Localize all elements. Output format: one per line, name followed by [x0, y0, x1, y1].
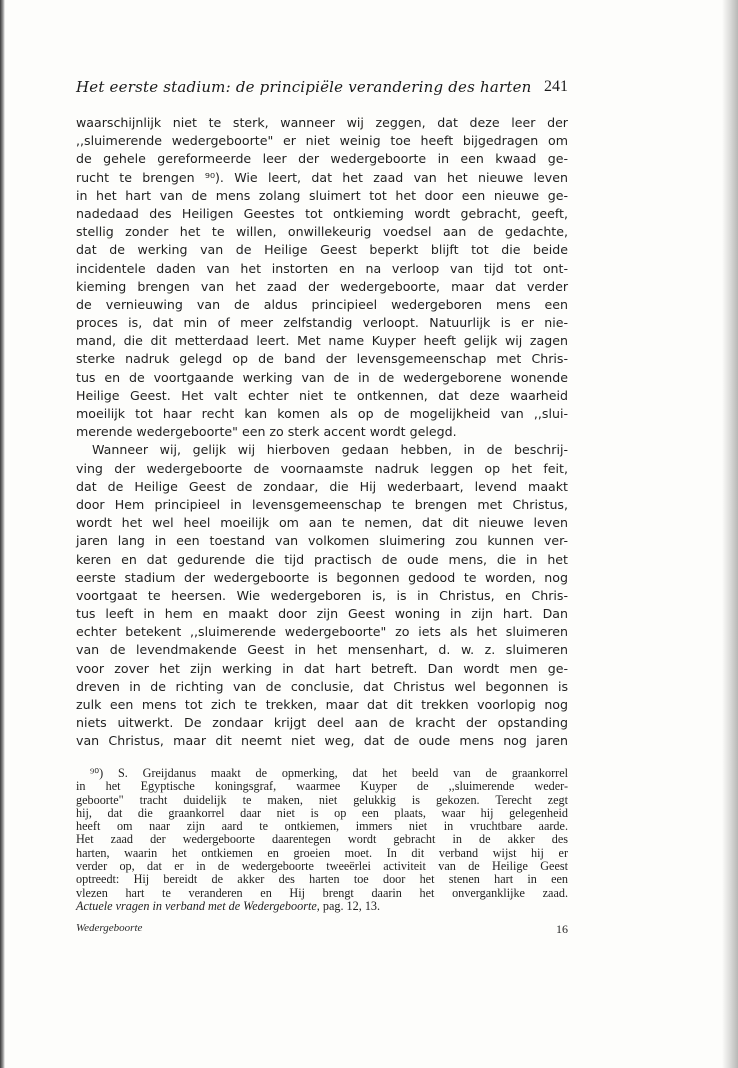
footnote-90 [76, 767, 568, 913]
text-line: van Christus, maar dit neemt niet weg, dat de oude mens nog jaren [76, 733, 568, 749]
text-line: Heilige Geest. Het valt echter niet te ontkennen, dat deze waarheid [76, 387, 568, 403]
text-line: mand, die dit metterdaad leert. Met name Kuyper heeft gelijk wij zagen [76, 333, 568, 349]
footnote-citation-line [76, 900, 568, 913]
footnote-line: optreedt: Hij bereidt de akker des harten toe door het stenen hart in een [76, 872, 568, 887]
text-line: rucht te brengen ⁹⁰). Wie leert, dat het zaad van het nieuwe leven [76, 169, 568, 185]
text-line: nadedaad des Heiligen Geestes tot ontkieming wordt gebracht, geeft, [76, 205, 568, 221]
text-line: sterke nadruk gelegd op de band der levensgemeenschap met Chris- [76, 351, 568, 367]
main-text [76, 114, 568, 751]
text-line: tus en de voortgaande werking van de in de wedergeborene wonende [76, 369, 568, 385]
page-edge-right [722, 0, 738, 1068]
footnote-line: verder op, dat er in de wedergeboorte tweeërlei activiteit van de Heilige Geest [76, 859, 568, 874]
footnote-line: Het zaad der wedergeboorte daarentegen wordt gebracht in de akker des [76, 832, 568, 847]
signature-title: Wedergeboorte [76, 922, 143, 934]
text-line: keren en dat gedurende die tijd practisch de oude mens, die in het [76, 551, 568, 567]
text-line: dreven in de richting van de conclusie, dat Christus wel begonnen is [76, 678, 568, 694]
text-line: dat de Heilige Geest de zondaar, die Hij wederbaart, levend maakt [76, 478, 568, 494]
text-line: de gehele gereformeerde leer der wedergeboorte in een kwaad ge- [76, 151, 568, 167]
text-line: stellig zonder het te willen, onwillekeurig voedsel aan de gedachte, [76, 224, 568, 240]
text-line: proces is, dat min of meer zelfstandig verloopt. Natuurlijk is er nie- [76, 315, 568, 331]
text-line: niets uitwerkt. De zondaar krijgt deel aan de kracht der opstanding [76, 715, 568, 731]
page-number: 241 [544, 78, 568, 95]
text-line: tus leeft in hem en maakt door zijn Geest woning in zijn hart. Dan [76, 606, 568, 622]
running-title: Het eerste stadium: de principiële verandering des harten [76, 78, 532, 96]
text-line: Wanneer wij, gelijk wij hierboven gedaan hebben, in de beschrij- [92, 442, 568, 458]
text-line: ,,sluimerende wedergeboorte" er niet weinig toe heeft bijgedragen om [76, 133, 568, 149]
text-line: wordt het wel heel moeilijk om aan te nemen, dat dit nieuwe leven [76, 515, 568, 531]
text-line: kieming brengen van het zaad der wedergeboorte, maar dat verder [76, 278, 568, 294]
citation-pages: pag. 12, 13. [319, 898, 381, 913]
text-line: de vernieuwing van de aldus principieel wedergeboren mens een [76, 296, 568, 312]
page-footer [76, 922, 568, 938]
footnote-line: hij, dat die graankorrel daar niet is op een plaats, waar hij gelegenheid [76, 805, 568, 820]
text-line: jaren lang in een toestand van volkomen sluimering zou kunnen ver- [76, 533, 568, 549]
text-line: echter betekent ,,sluimerende wedergeboorte" zo iets als het sluimeren [76, 624, 568, 640]
footnote-line: vlezen hart te veranderen en Hij brengt daarin het onverganklijke zaad. [76, 885, 568, 900]
running-header [76, 78, 568, 100]
text-line: waarschijnlijk niet te sterk, wanneer wij zeggen, dat deze leer der [76, 115, 568, 130]
citation-title: Actuele vragen in verband met de Wedergeboorte, [76, 898, 320, 913]
text-line: voor zover het zijn werking in dat hart betreft. Dan wordt men ge- [76, 660, 568, 676]
text-line: merende wedergeboorte" een zo sterk accent wordt gelegd. [76, 424, 457, 440]
text-line: in het hart van de mens zolang sluimert tot het door een nieuwe ge- [76, 187, 568, 203]
text-line: ving der wedergeboorte de voornaamste nadruk leggen op het feit, [76, 460, 568, 476]
footnote-line: heeft om naar zijn aard te ontkiemen, immers niet in vruchtbare aarde. [76, 819, 568, 834]
text-line: voortgaat te heersen. Wie wedergeboren is, is in Christus, en Chris- [76, 587, 568, 603]
footnote-line: ⁹⁰) S. Greijdanus maakt de opmerking, dat het beeld van de graankorrel [90, 766, 568, 780]
footnote-line: harten, waarin het ontkiemen en groeien moet. In dit verband wijst hij er [76, 845, 568, 860]
text-line: dat de werking van de Heilige Geest beperkt blijft tot die beide [76, 242, 568, 258]
text-line: eerste stadium der wedergeboorte is begonnen gedood te worden, nog [76, 569, 568, 585]
text-line: incidentele daden van het instorten en na verloop van tijd tot ont- [76, 260, 568, 276]
page-edge-left [0, 0, 5, 1068]
text-line: zulk een mens tot zich te trekken, maar dat dit trekken voorlopig nog [76, 697, 568, 712]
footnote-line: geboorte" tracht duidelijk te maken, niet gelukkig is gekozen. Terecht zegt [76, 792, 568, 807]
text-line: door Hem principieel in levensgemeenschap te brengen met Christus, [76, 496, 568, 512]
footnote-line: in het Egyptische koningsgraf, waarmee Kuyper de ,,sluimerende weder- [76, 779, 568, 794]
text-line: van de levendmakende Geest in het mensenhart, d. w. z. sluimeren [76, 642, 568, 658]
text-line: moeilijk tot haar recht kan komen als op de mogelijkheid van ,,slui- [76, 406, 568, 421]
signature-number: 16 [556, 922, 568, 936]
